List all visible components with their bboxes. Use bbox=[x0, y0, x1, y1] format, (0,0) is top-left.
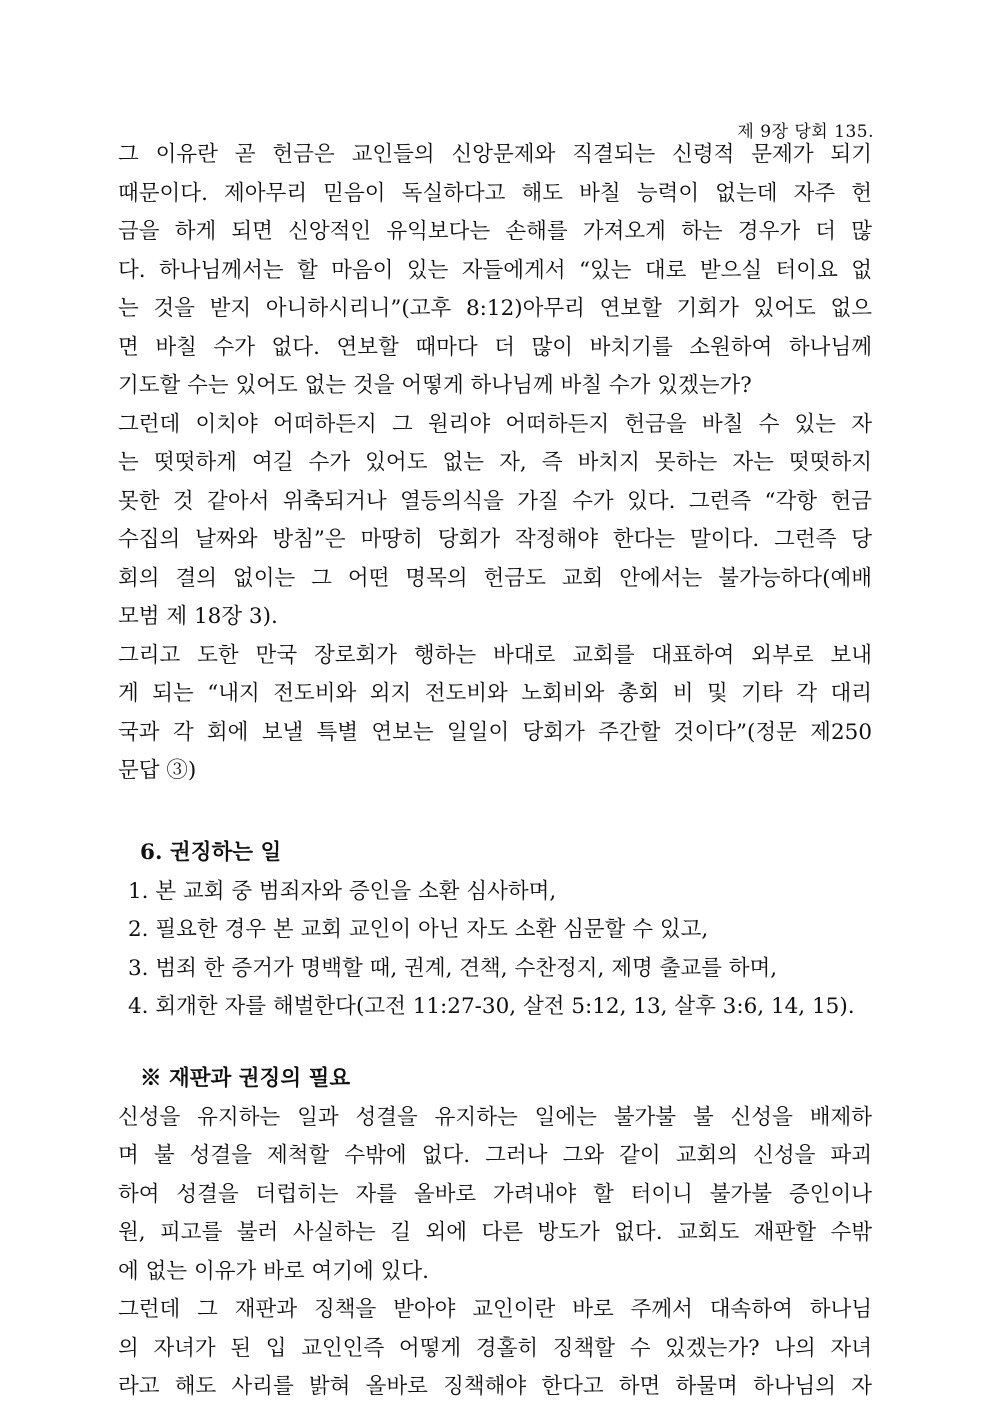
body-line: 그런데 이치야 어떠하든지 그 원리야 어떠하든지 헌금을 바칠 수 있는 자 bbox=[118, 412, 872, 437]
body-line: 면 바칠 수가 없다. 연보할 때마다 더 많이 바치기를 소원하여 하나님께 bbox=[118, 335, 872, 360]
body-line: 수집의 날짜와 방침”은 마땅히 당회가 작정해야 한다는 말이다. 그런즉 당 bbox=[118, 527, 872, 552]
body-line: 다. 하나님께서는 할 마음이 있는 자들에게서 “있는 대로 받으실 터이요 없 bbox=[118, 258, 872, 283]
body-line: 국과 각 회에 보낼 특별 연보는 일일이 당회가 주간할 것이다”(정문 제250 bbox=[118, 720, 872, 745]
body-line: 신성을 유지하는 일과 성결을 유지하는 일에는 불가불 불 신성을 배제하 bbox=[118, 1105, 872, 1130]
body-line: 며 불 성결을 제척할 수밖에 없다. 그러나 그와 같이 교회의 신성을 파괴 bbox=[118, 1143, 872, 1168]
body-line: 그 이유란 곧 헌금은 교인들의 신앙문제와 직결되는 신령적 문제가 되기 bbox=[118, 142, 872, 167]
body-line: 기도할 수는 있어도 없는 것을 어떻게 하나님께 바칠 수가 있겠는가? bbox=[118, 373, 752, 398]
body-line: 는 떳떳하게 여길 수가 있어도 없는 자, 즉 바치지 못하는 자는 떳떳하지 bbox=[118, 450, 872, 475]
list-item: 2. 필요한 경우 본 교회 교인이 아닌 자도 소환 심문할 수 있고, bbox=[128, 917, 709, 942]
body-line: 그리고 도한 만국 장로회가 행하는 바대로 교회를 대표하여 외부로 보내 bbox=[118, 643, 872, 668]
body-line: 그런데 그 재판과 징책을 받아야 교인이란 바로 주께서 대속하여 하나님 bbox=[118, 1297, 872, 1322]
body-line: 하여 성결을 더럽히는 자를 올바로 가려내야 할 터이니 불가불 증인이나 bbox=[118, 1182, 872, 1207]
body-line: 라고 해도 사리를 밝혀 올바로 징책해야 한다고 하면 하물며 하나님의 자 bbox=[118, 1374, 872, 1399]
body-line: 문답 ③) bbox=[118, 758, 197, 783]
body-line: 모범 제 18장 3). bbox=[118, 604, 278, 629]
list-item: 4. 회개한 자를 해벌한다(고전 11:27-30, 살전 5:12, 13, 살후 3:6, 14, 15). bbox=[128, 994, 855, 1019]
running-head: 제 9장 당회 135. bbox=[737, 122, 874, 142]
body-line: 원, 피고를 불러 사실하는 길 외에 다른 방도가 없다. 교회도 재판할 수밖 bbox=[118, 1220, 872, 1245]
body-line: 에 없는 이유가 바로 여기에 있다. bbox=[118, 1259, 430, 1284]
body-line: 게 되는 “내지 전도비와 외지 전도비와 노회비와 총회 비 및 기타 각 대리 bbox=[118, 681, 872, 706]
note-heading: ※ 재판과 권징의 필요 bbox=[140, 1066, 351, 1091]
body-line: 못한 것 같아서 위축되거나 열등의식을 가질 수가 있다. 그런즉 “각항 헌금 bbox=[118, 489, 872, 514]
list-item: 1. 본 교회 중 범죄자와 증인을 소환 심사하며, bbox=[128, 879, 557, 904]
body-line: 는 것을 받지 아니하시리니”(고후 8:12)아무리 연보할 기회가 있어도 없으 bbox=[118, 296, 872, 321]
body-line: 회의 결의 없이는 그 어떤 명목의 헌금도 교회 안에서는 불가능하다(예배 bbox=[118, 566, 872, 591]
body-line: 금을 하게 되면 신앙적인 유익보다는 손해를 가져오게 하는 경우가 더 많 bbox=[118, 219, 872, 244]
section-heading: 6. 권징하는 일 bbox=[140, 840, 282, 865]
body-line: 때문이다. 제아무리 믿음이 독실하다고 해도 바칠 능력이 없는데 자주 헌 bbox=[118, 181, 872, 206]
body-line: 의 자녀가 된 입 교인인즉 어떻게 경홀히 징책할 수 있겠는가? 나의 자녀 bbox=[118, 1336, 872, 1361]
list-item: 3. 범죄 한 증거가 명백할 때, 권계, 견책, 수찬정지, 제명 출교를 하며, bbox=[128, 956, 778, 981]
